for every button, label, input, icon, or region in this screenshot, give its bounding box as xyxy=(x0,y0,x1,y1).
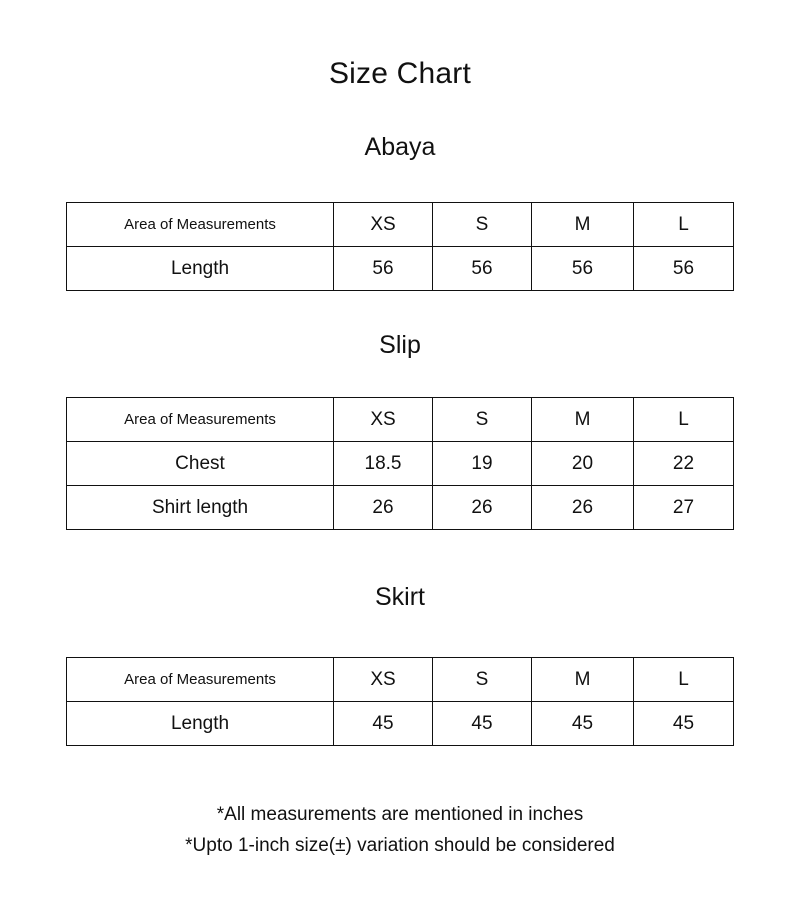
header-cell-m: M xyxy=(532,398,634,442)
table-row xyxy=(67,442,734,486)
header-cell-s: S xyxy=(433,203,532,247)
cell-l: 27 xyxy=(634,486,734,530)
header-cell-s: S xyxy=(433,398,532,442)
header-cell-area: Area of Measurements xyxy=(67,658,334,702)
footnotes xyxy=(0,799,800,861)
header-cell-xs: XS xyxy=(334,203,433,247)
cell-l: 45 xyxy=(634,702,734,746)
skirt-size-table xyxy=(66,657,734,746)
header-cell-area: Area of Measurements xyxy=(67,398,334,442)
table-header-row xyxy=(67,658,734,702)
header-cell-s: S xyxy=(433,658,532,702)
table-row xyxy=(67,702,734,746)
cell-s: 19 xyxy=(433,442,532,486)
cell-m: 45 xyxy=(532,702,634,746)
header-cell-l: L xyxy=(634,203,734,247)
cell-s: 45 xyxy=(433,702,532,746)
header-cell-l: L xyxy=(634,658,734,702)
abaya-size-table xyxy=(66,202,734,291)
header-cell-xs: XS xyxy=(334,658,433,702)
slip-size-table xyxy=(66,397,734,530)
header-cell-xs: XS xyxy=(334,398,433,442)
cell-m: 56 xyxy=(532,247,634,291)
row-label: Length xyxy=(67,702,334,746)
table-header-row xyxy=(67,398,734,442)
row-label: Length xyxy=(67,247,334,291)
page-title: Size Chart xyxy=(328,57,472,90)
header-cell-area: Area of Measurements xyxy=(67,203,334,247)
table-row xyxy=(67,486,734,530)
table-row xyxy=(67,247,734,291)
cell-l: 56 xyxy=(634,247,734,291)
cell-s: 26 xyxy=(433,486,532,530)
footnote-variation: *Upto 1-inch size(±) variation should be considered xyxy=(185,835,615,856)
header-cell-l: L xyxy=(634,398,734,442)
cell-m: 26 xyxy=(532,486,634,530)
section-title-slip: Slip xyxy=(379,331,421,359)
table-header-row xyxy=(67,203,734,247)
header-cell-m: M xyxy=(532,203,634,247)
row-label: Shirt length xyxy=(67,486,334,530)
cell-xs: 18.5 xyxy=(334,442,433,486)
cell-l: 22 xyxy=(634,442,734,486)
cell-m: 20 xyxy=(532,442,634,486)
row-label: Chest xyxy=(67,442,334,486)
cell-s: 56 xyxy=(433,247,532,291)
section-title-abaya: Abaya xyxy=(364,133,436,161)
cell-xs: 45 xyxy=(334,702,433,746)
footnote-units: *All measurements are mentioned in inches xyxy=(216,804,584,825)
section-title-skirt: Skirt xyxy=(375,583,425,611)
cell-xs: 26 xyxy=(334,486,433,530)
header-cell-m: M xyxy=(532,658,634,702)
cell-xs: 56 xyxy=(334,247,433,291)
